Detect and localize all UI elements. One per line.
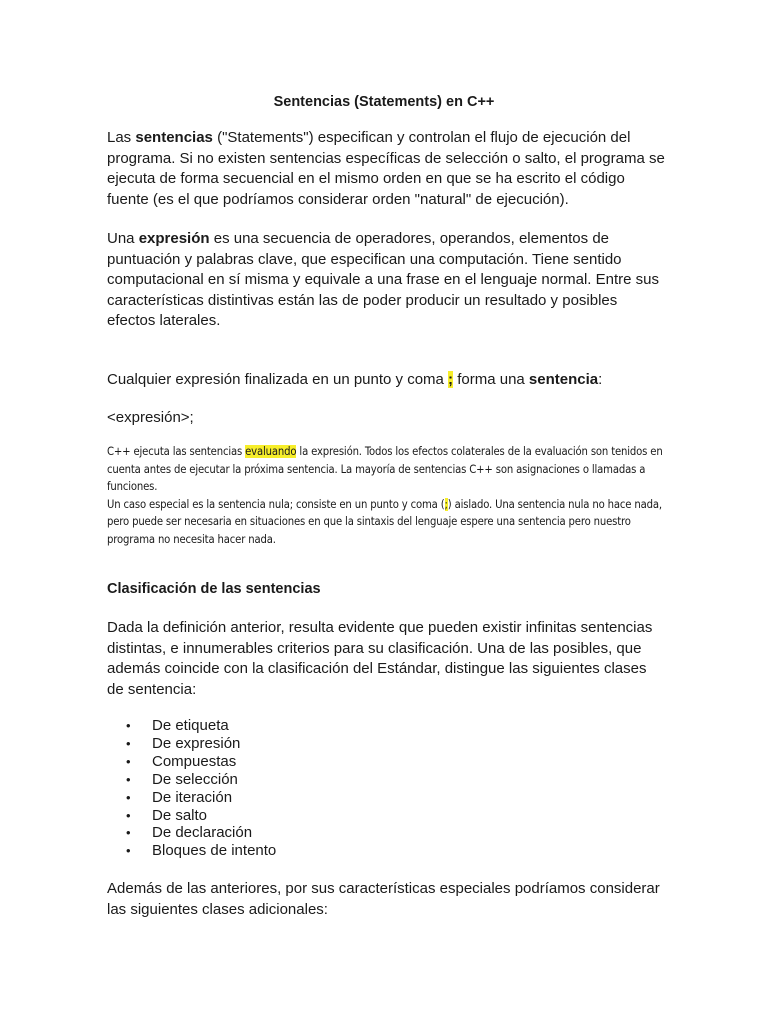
list-item	[107, 735, 276, 753]
list-item	[107, 807, 276, 825]
text-run: es una secuencia de operadores, operandos, elementos de puntuación y palabras clave, que especifican una computación. Tiene sentido computacional en sí misma y equivale a una frase en el lenguaje normal. Entre sus características distintivas están las de poder producir un resultado y posibles efectos laterales.	[107, 230, 659, 330]
bold-term-sentencia: sentencia	[528, 371, 599, 388]
bullet-icon: •	[126, 789, 131, 805]
document-title: Sentencias (Statements) en C++	[273, 94, 495, 110]
bullet-icon: •	[126, 807, 131, 823]
list-item	[107, 717, 276, 735]
expression-syntax: <expresión>;	[107, 409, 194, 426]
text-run: Las	[107, 129, 136, 146]
list-item-label: De etiqueta	[152, 717, 229, 734]
text-run: Una	[107, 230, 139, 247]
list-item	[107, 824, 276, 842]
bold-term-expresion: expresión	[138, 230, 210, 247]
note-block	[107, 443, 667, 549]
text-run: C++ ejecuta las sentencias	[107, 445, 246, 458]
list-item-label: Bloques de intento	[152, 842, 277, 860]
list-item-label: De selección	[152, 770, 238, 788]
bullet-icon: •	[126, 843, 131, 859]
text-run: Un caso especial es la sentencia nula; consiste en un punto y coma (	[107, 497, 445, 511]
highlighted-semicolon-null: ;	[444, 497, 448, 511]
list-item	[107, 753, 276, 771]
list-item-label: Compuestas	[152, 752, 237, 770]
section-heading: Clasificación de las sentencias	[107, 581, 321, 597]
bullet-icon: •	[126, 753, 131, 769]
paragraph-expresion	[107, 229, 667, 332]
note-paragraph-null-statement	[107, 496, 667, 549]
paragraph-clases-adicionales: Además de las anteriores, por sus características especiales podríamos considerar las siguientes clases adicionales:	[107, 880, 660, 918]
text-run: ) aislado. Una sentencia nula no hace nada, pero puede ser necesaria en situaciones en que la sintaxis del lenguaje espere una sentencia pero nuestro programa no necesita hacer nada.	[107, 497, 662, 546]
list-item-label: De salto	[152, 806, 208, 824]
statement-classes-list	[107, 717, 276, 860]
note-paragraph-evaluation	[107, 443, 667, 496]
text-run: la expresión. Todos los efectos colaterales de la evaluación son tenidos en cuenta antes de ejecutar la próxima sentencia. La mayoría de sentencias C++ son asignaciones o llamadas a funciones.	[107, 445, 663, 494]
bullet-icon: •	[126, 771, 131, 787]
paragraph-punto-y-coma	[107, 370, 667, 391]
list-item	[107, 842, 276, 860]
text-run: ("Statements") especifican y controlan el flujo de ejecución del programa. Si no existen sentencias específicas de selección o salto, el programa se ejecuta de forma secuencial en el mismo orden en que se ha escrito el código fuente (es el que podríamos considerar orden "natural" de ejecución).	[107, 129, 665, 208]
text-run: Cualquier expresión finalizada en un punto y coma	[107, 371, 449, 388]
bullet-icon: •	[126, 825, 131, 841]
text-run: :	[598, 371, 603, 388]
list-item-label: De iteración	[152, 788, 233, 806]
text-run: forma una	[453, 371, 529, 388]
highlighted-semicolon: ;	[448, 371, 454, 388]
paragraph-clasificacion: Dada la definición anterior, resulta evidente que pueden existir infinitas sentencias distintas, e innumerables criterios para su clasificación. Una de las posibles, que además coincide con la clasificación del Estándar, distingue las siguientes clases de sentencia:	[107, 619, 653, 698]
bold-term-sentencias: sentencias	[135, 129, 213, 146]
bullet-icon: •	[126, 735, 131, 751]
list-item-label: De expresión	[152, 734, 241, 752]
list-item	[107, 789, 276, 807]
bullet-icon: •	[126, 718, 131, 733]
highlighted-evaluando: evaluando	[245, 445, 297, 458]
paragraph-sentencias	[107, 128, 667, 210]
list-item-label: De declaración	[152, 824, 253, 842]
list-item	[107, 771, 276, 789]
